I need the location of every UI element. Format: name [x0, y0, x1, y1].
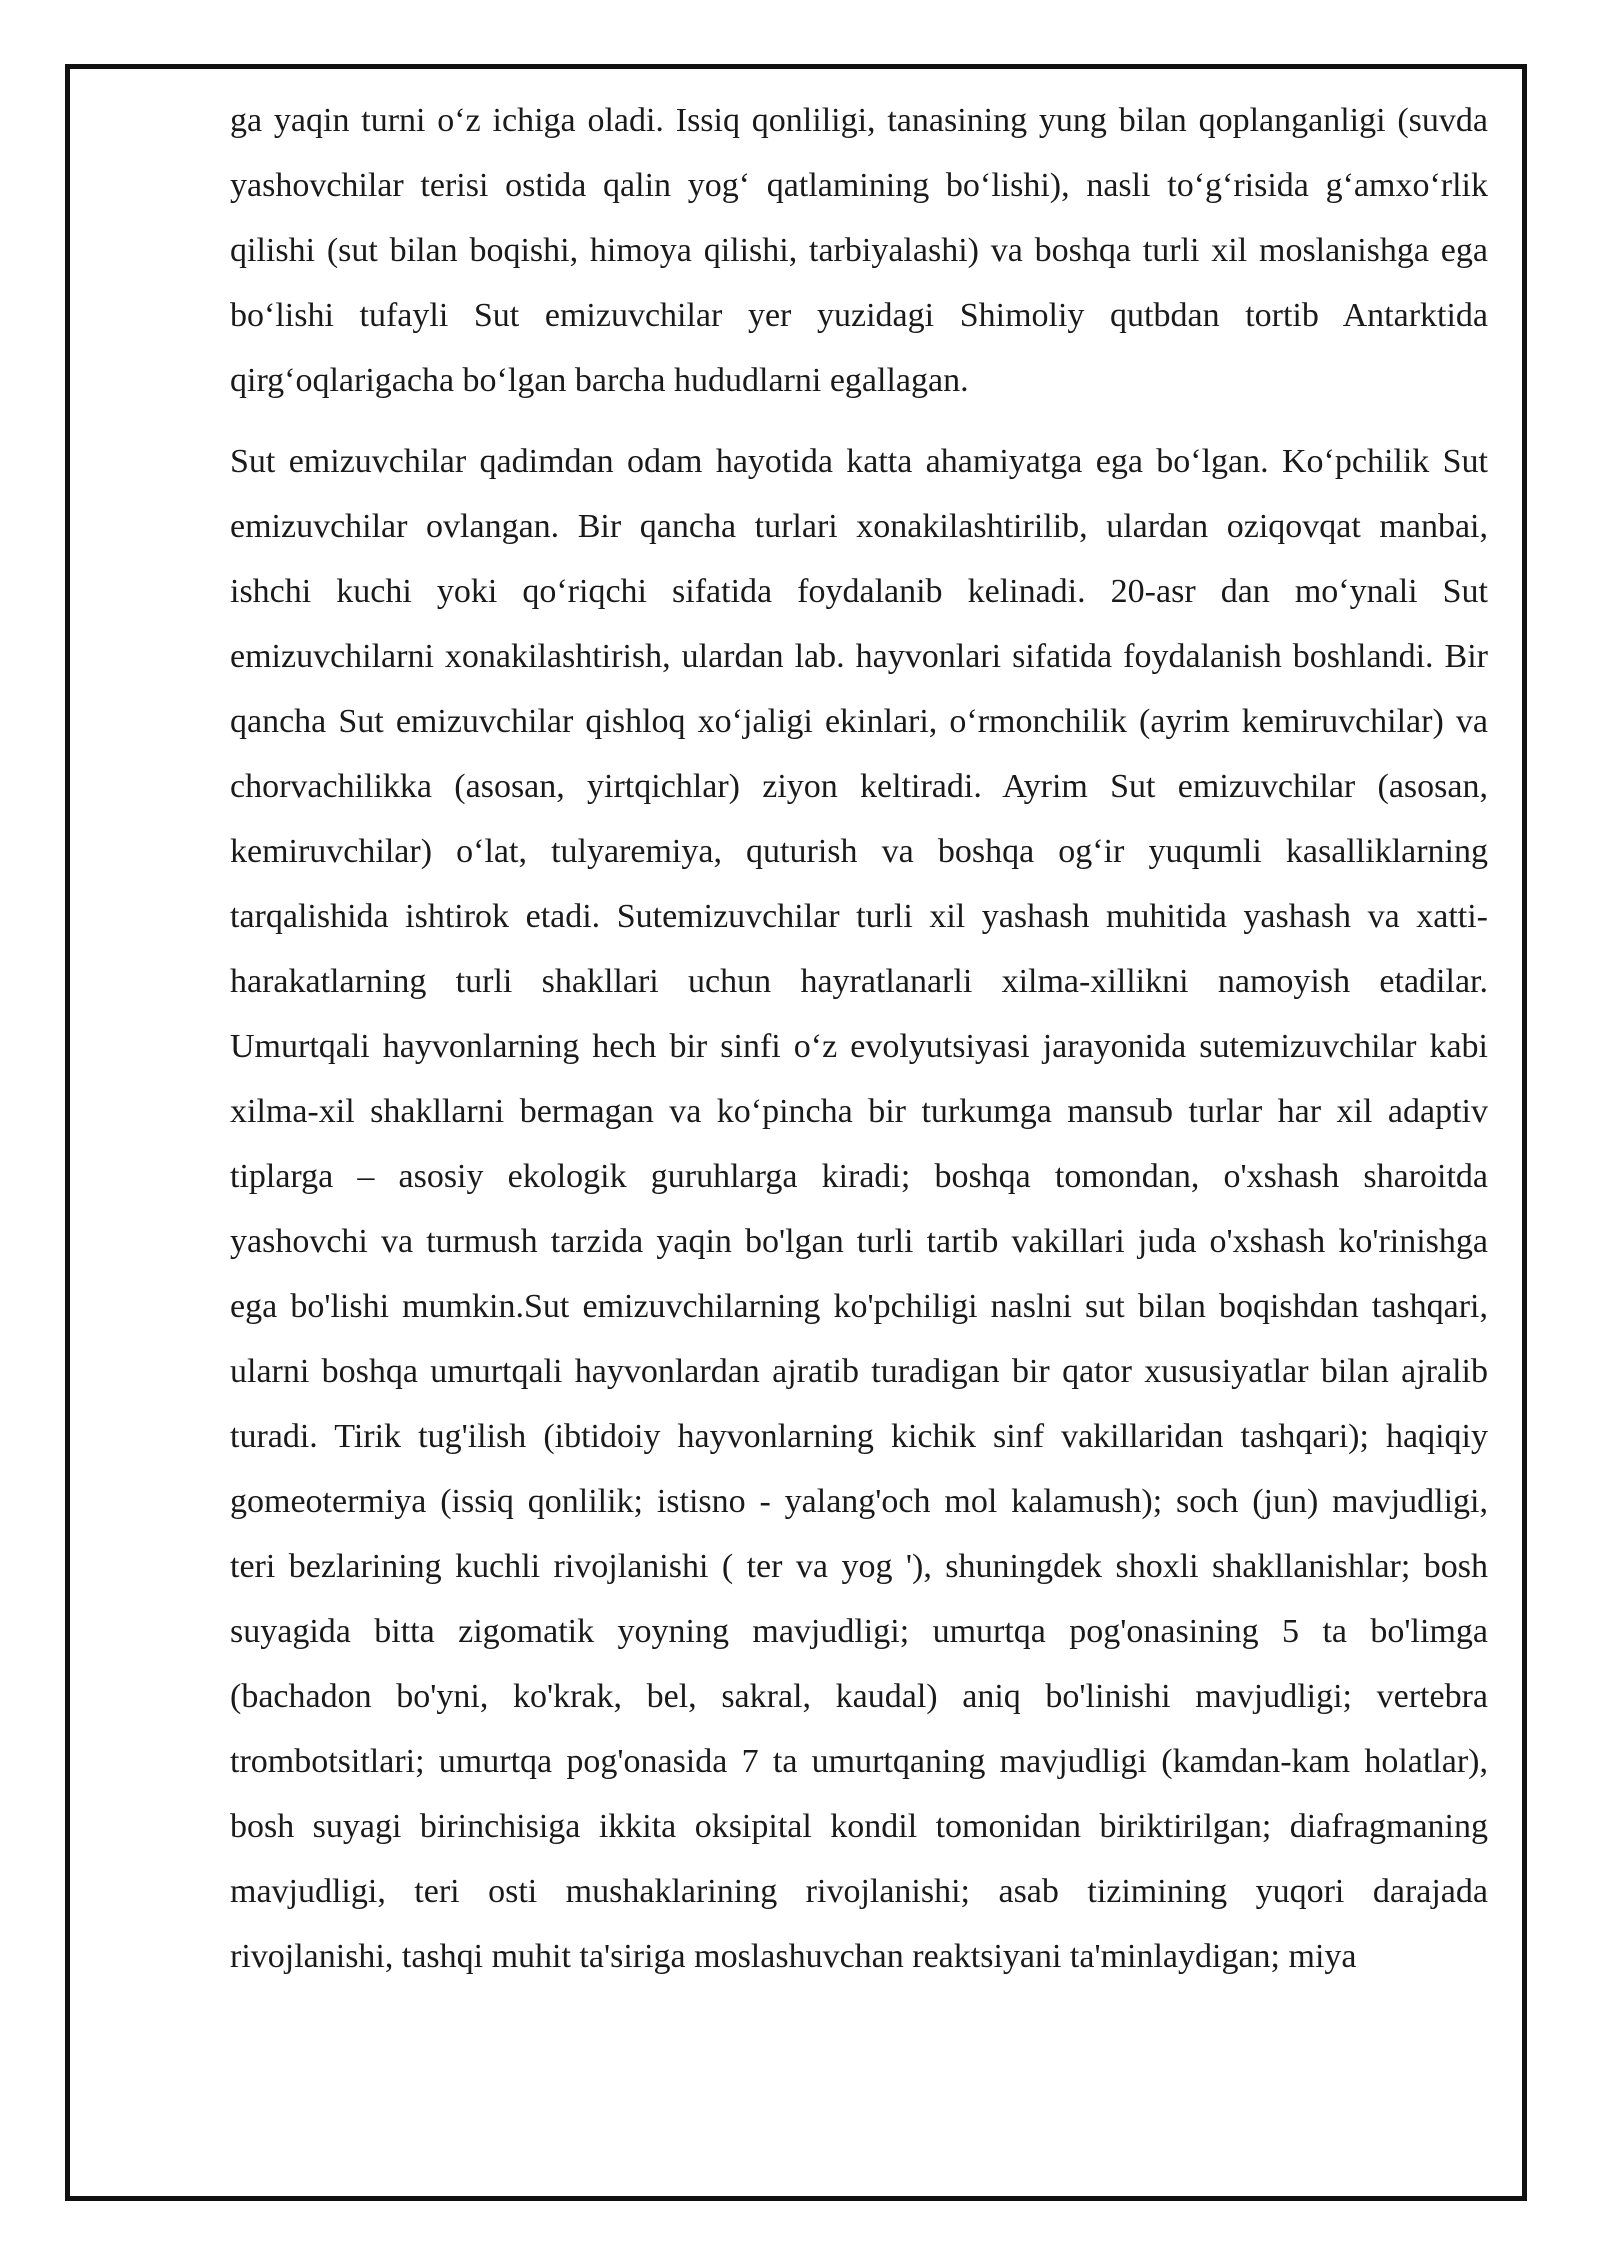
- paragraph-1: ga yaqin turni o‘z ichiga oladi. Issiq qonliligi, tanasining yung bilan qoplanganligi (suvda yashovchilar terisi ostida qalin yog‘ qatlamining bo‘lishi), nasli to‘g‘risida g‘amxo‘rlik qilishi (sut bilan boqishi, himoya qilishi, tarbiyalashi) va boshqa turli xil moslanishga ega bo‘lishi tufayli Sut emizuvchilar yer yuzidagi Shimoliy qutbdan tortib Antarktida qirg‘oqlarigacha bo‘lgan barcha hududlarni egallagan.: [230, 102, 1488, 399]
- paragraph-2: Sut emizuvchilar qadimdan odam hayotida katta ahamiyatga ega bo‘lgan. Ko‘pchilik Sut emizuvchilar ovlangan. Bir qancha turlari xonakilashtirilib, ulardan oziqovqat manbai, ishchi kuchi yoki qo‘riqchi sifatida foydalanib kelinadi. 20-asr dan mo‘ynali Sut emizuvchilarni xonakilashtirish, ulardan lab. hayvonlari sifatida foydalanish boshlandi. Bir qancha Sut emizuvchilar qishloq xo‘jaligi ekinlari, o‘rmonchilik (ayrim kemiruvchilar) va chorvachilikka (asosan, yirtqichlar) ziyon keltiradi. Ayrim Sut emizuvchilar (asosan, kemiruvchilar) o‘lat, tulyaremiya, quturish va boshqa og‘ir yuqumli kasalliklarning tarqalishida ishtirok etadi. Sutemizuvchilar turli xil yashash muhitida yashash va xatti-harakatlarning turli shakllari uchun hayratlanarli xilma-xillikni namoyish etadilar. Umurtqali hayvonlarning hech bir sinfi o‘z evolyutsiyasi jarayonida sutemizuvchilar kabi xilma-xil shakllarni bermagan va ko‘pincha bir turkumga mansub turlar har xil adaptiv tiplarga – asosiy ekologik guruhlarga kiradi; boshqa tomondan, o'xshash sharoitda yashovchi va turmush tarzida yaqin bo'lgan turli tartib vakillari juda o'xshash ko'rinishga ega bo'lishi mumkin.Sut emizuvchilarning ko'pchiligi naslni sut bilan boqishdan tashqari, ularni boshqa umurtqali hayvonlardan ajratib turadigan bir qator xususiyatlar bilan ajralib turadi. Tirik tug'ilish (ibtidoiy hayvonlarning kichik sinf vakillaridan tashqari); haqiqiy gomeotermiya (issiq qonlilik; istisno - yalang'och mol kalamush); soch (jun) mavjudligi, teri bezlarining kuchli rivojlanishi ( ter va yog '), shuningdek shoxli shakllanishlar; bosh suyagida bitta zigomatik yoyning mavjudligi; umurtqa pog'onasining 5 ta bo'limga (bachadon bo'yni, ko'krak, bel, sakral, kaudal) aniq bo'linishi mavjudligi; vertebra trombotsitlari; umurtqa pog'onasida 7 ta umurtqaning mavjudligi (kamdan-kam holatlar), bosh suyagi birinchisiga ikkita oksipital kondil tomonidan biriktirilgan; diafragmaning mavjudligi, teri osti mushaklarining rivojlanishi; asab tizimining yuqori darajada rivojlanishi, tashqi muhit ta'siriga moslashuvchan reaktsiyani ta'minlaydigan; miya: [230, 443, 1488, 1975]
- document-body: [230, 88, 1488, 1989]
